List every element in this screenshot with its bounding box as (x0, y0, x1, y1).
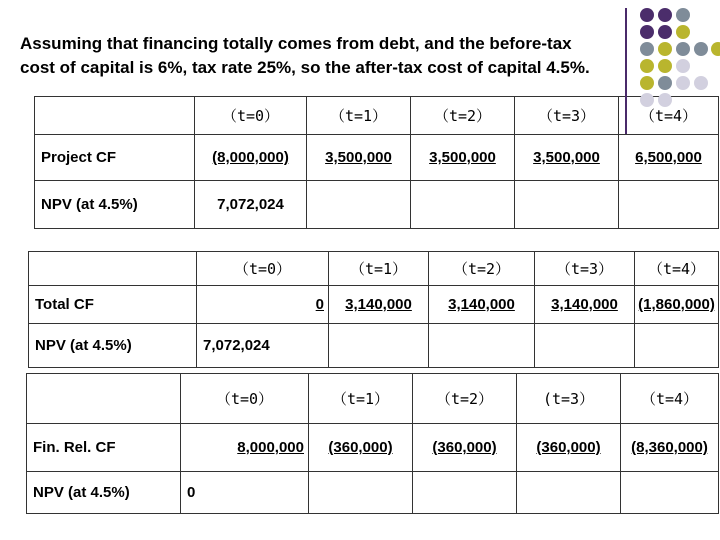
npv-row (35, 181, 719, 229)
empty-cell (309, 472, 413, 514)
row-label: Fin. Rel. CF (27, 424, 181, 472)
project-cf-table (34, 96, 719, 229)
fin-rel-cf-row (27, 424, 719, 472)
cell-value: 3,140,000 (429, 286, 535, 324)
fin-rel-cf-table (26, 373, 719, 514)
empty-cell (619, 181, 719, 229)
title-line-1: Assuming that financing totally comes from debt, and the before-tax (20, 34, 572, 53)
period-header: （t=1） (307, 97, 411, 135)
corner-cell (29, 252, 197, 286)
period-header: （t=0） (181, 374, 309, 424)
period-header: （t=4） (621, 374, 719, 424)
period-header: （t=3） (535, 252, 635, 286)
empty-cell (621, 472, 719, 514)
row-label: Total CF (29, 286, 197, 324)
empty-cell (535, 324, 635, 368)
empty-cell (429, 324, 535, 368)
cell-value: (360,000) (413, 424, 517, 472)
period-header: (t=3） (517, 374, 621, 424)
cell-value: 3,500,000 (411, 135, 515, 181)
header-row (35, 97, 719, 135)
corner-cell (35, 97, 195, 135)
empty-cell (329, 324, 429, 368)
empty-cell (411, 181, 515, 229)
period-header: （t=0） (195, 97, 307, 135)
period-header: （t=3） (515, 97, 619, 135)
cell-value: 3,500,000 (515, 135, 619, 181)
dot-light (658, 93, 672, 107)
cell-value: (360,000) (309, 424, 413, 472)
cell-value: 3,140,000 (535, 286, 635, 324)
cell-value: 3,500,000 (307, 135, 411, 181)
npv-row (27, 472, 719, 514)
period-header: （t=4） (635, 252, 719, 286)
dot-purple (640, 8, 654, 22)
npv-value: 0 (181, 472, 309, 514)
dot-olive (711, 42, 720, 56)
total-cf-row (29, 286, 719, 324)
period-header: （t=1） (309, 374, 413, 424)
corner-cell (27, 374, 181, 424)
cell-value: (360,000) (517, 424, 621, 472)
cell-value: 3,140,000 (329, 286, 429, 324)
period-header: （t=0） (197, 252, 329, 286)
header-row (27, 374, 719, 424)
cell-value: (1,860,000) (635, 286, 719, 324)
empty-cell (635, 324, 719, 368)
empty-cell (517, 472, 621, 514)
cell-value: 6,500,000 (619, 135, 719, 181)
cell-value: 0 (197, 286, 329, 324)
row-label: Project CF (35, 135, 195, 181)
dot-purple (658, 8, 672, 22)
slide-title (20, 32, 710, 80)
npv-row (29, 324, 719, 368)
period-header: （t=2） (429, 252, 535, 286)
period-header: （t=4） (619, 97, 719, 135)
dot-slate (676, 8, 690, 22)
project-cf-row (35, 135, 719, 181)
total-cf-table (28, 251, 719, 368)
row-label: NPV (at 4.5%) (29, 324, 197, 368)
empty-cell (515, 181, 619, 229)
header-row (29, 252, 719, 286)
title-line-2: cost of capital is 6%, tax rate 25%, so the after-tax cost of capital 4.5%. (20, 58, 590, 77)
npv-value: 7,072,024 (195, 181, 307, 229)
period-header: （t=2） (413, 374, 517, 424)
empty-cell (413, 472, 517, 514)
npv-value: 7,072,024 (197, 324, 329, 368)
cell-value: (8,360,000) (621, 424, 719, 472)
row-label: NPV (at 4.5%) (27, 472, 181, 514)
empty-cell (307, 181, 411, 229)
period-header: （t=1） (329, 252, 429, 286)
dot-light (640, 93, 654, 107)
cell-value: (8,000,000) (195, 135, 307, 181)
row-label: NPV (at 4.5%) (35, 181, 195, 229)
period-header: （t=2） (411, 97, 515, 135)
cell-value: 8,000,000 (181, 424, 309, 472)
